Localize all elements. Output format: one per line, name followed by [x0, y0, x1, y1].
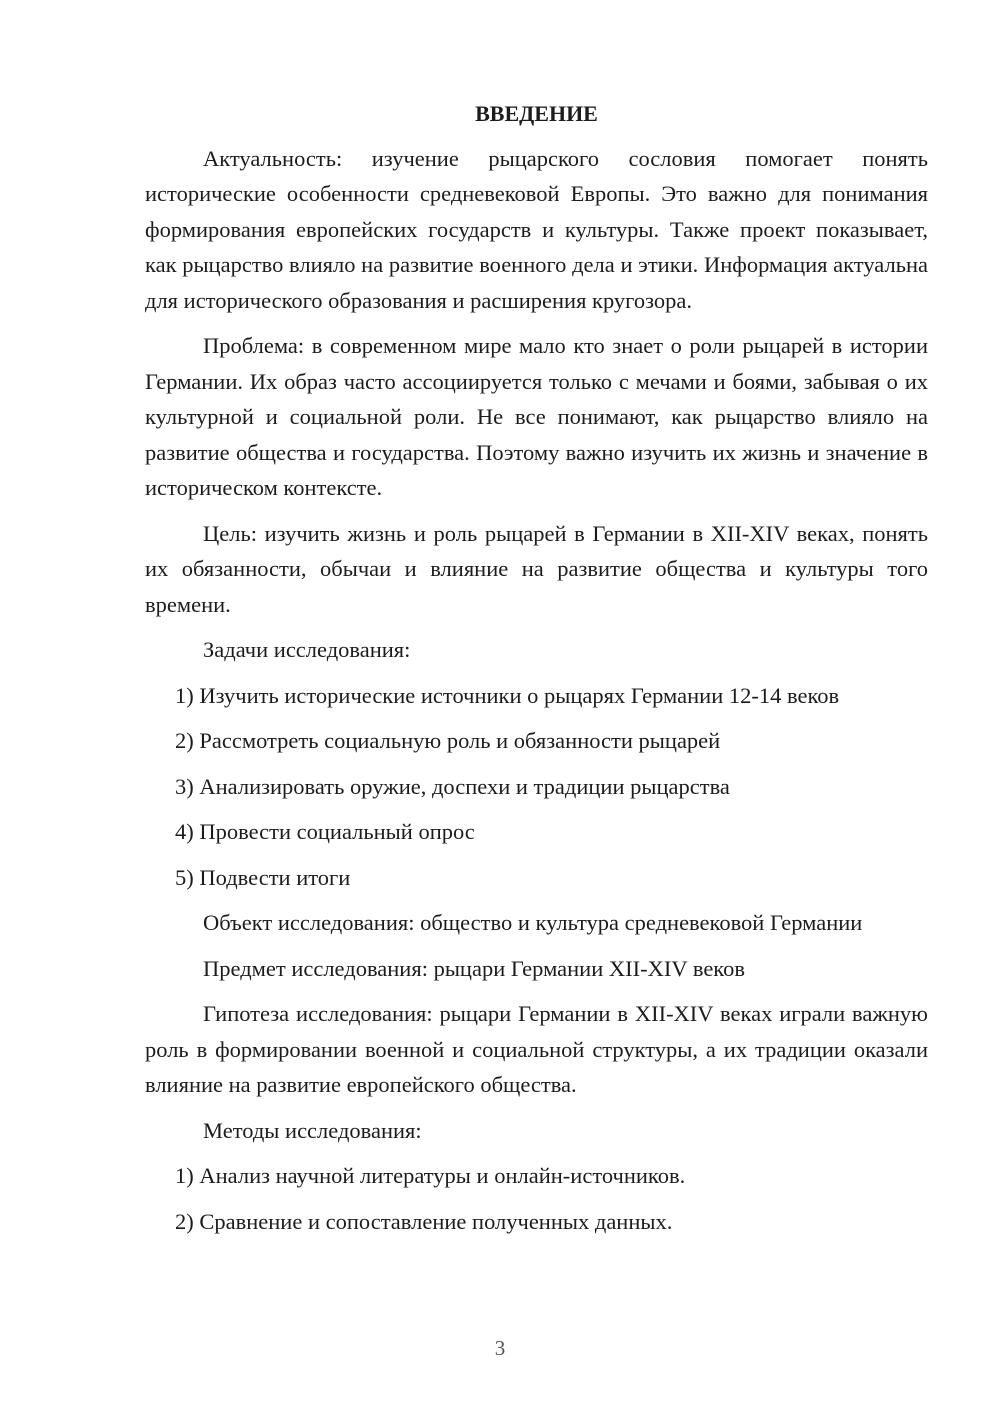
- methods-heading: Методы исследования:: [203, 1117, 422, 1143]
- list-item: 5) Подвести итоги: [175, 864, 351, 890]
- page-title: ВВЕДЕНИЕ: [475, 101, 598, 126]
- problem-paragraph: Проблема: в современном мире мало кто знает о роли рыцарей в истории Германии. Их образ часто ассоциируется только с мечами и боями, забывая о их культурной и социальной роли. Не все понимают, как рыцарство влияло на развитие общества и государства. Поэтому важно изучить их жизнь и значение в историческом контексте.: [145, 333, 928, 500]
- list-item: 4) Провести социальный опрос: [175, 819, 475, 844]
- object-paragraph: Объект исследования: общество и культура средневековой Германии: [203, 910, 863, 935]
- list-item: 2) Рассмотреть социальную роль и обязанности рыцарей: [175, 728, 721, 753]
- tasks-heading: Задачи исследования:: [203, 637, 411, 662]
- subject-paragraph: Предмет исследования: рыцари Германии XII-XIV веков: [203, 955, 745, 981]
- list-item: 1) Изучить исторические источники о рыцарях Германии 12-14 веков: [175, 682, 840, 708]
- page-number: 3: [494, 1336, 506, 1360]
- goal-paragraph: Цель: изучить жизнь и роль рыцарей в Германии в XII-XIV веках, понять их обязанности, обычаи и влияние на развитие общества и культуры того времени.: [145, 520, 928, 617]
- hypothesis-paragraph: Гипотеза исследования: рыцари Германии в XII-XIV веках играли важную роль в формировании военной и социальной структуры, а их традиции оказали влияние на развитие европейского общества.: [145, 1001, 928, 1097]
- methods-list: [145, 1158, 928, 1239]
- relevance-paragraph: Актуальность: изучение рыцарского сословия помогает понять исторические особенности средневековой Европы. Это важно для понимания формирования европейских государств и культуры. Также проект показывает, как рыцарство влияло на развитие военного дела и этики. Информация актуальна для исторического образования и расширения кругозора.: [145, 145, 928, 313]
- list-item: 2) Сравнение и сопоставление полученных данных.: [175, 1208, 673, 1234]
- list-item: 3) Анализировать оружие, доспехи и традиции рыцарства: [175, 773, 730, 799]
- tasks-list: [145, 678, 928, 896]
- list-item: 1) Анализ научной литературы и онлайн-источников.: [175, 1163, 686, 1188]
